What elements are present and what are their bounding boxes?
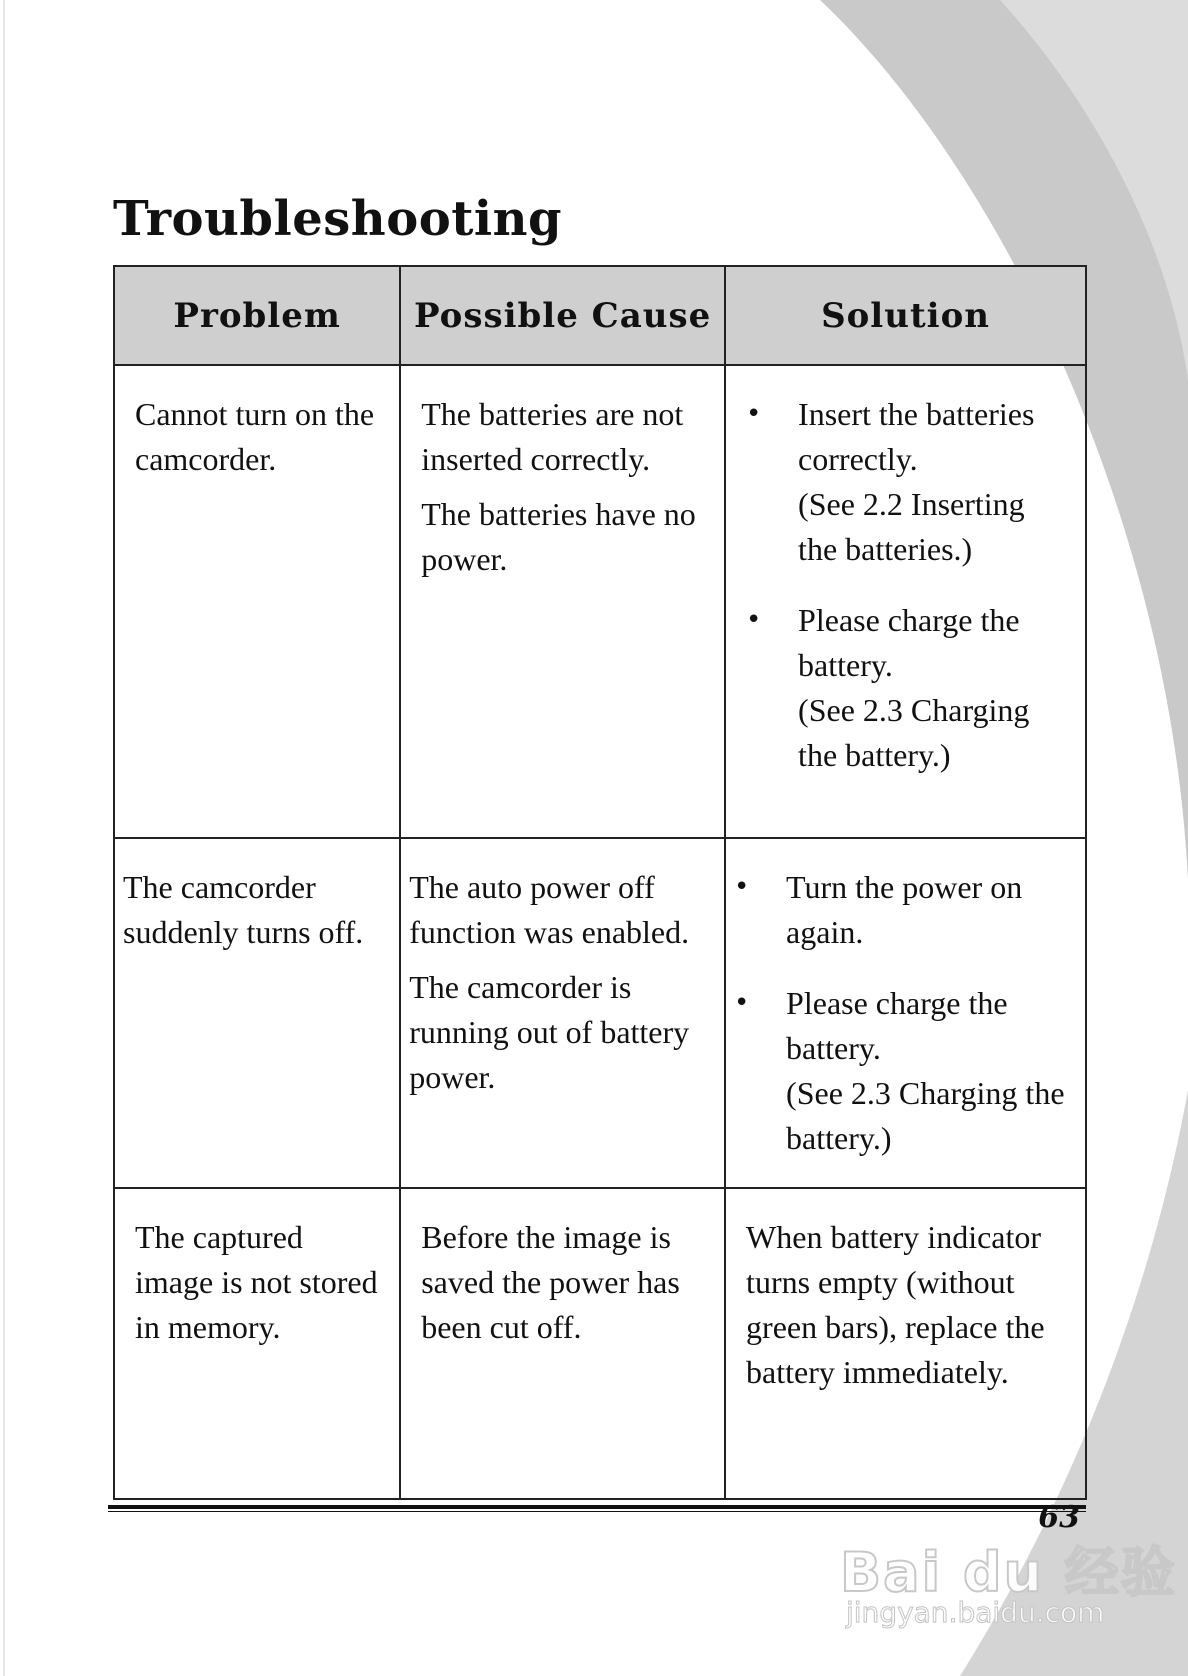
cause-cell (400, 1188, 725, 1499)
cause-text: The batteries have no power. (421, 496, 696, 577)
footer-rule (108, 1505, 1086, 1509)
problem-text: Cannot turn on the camcorder. (135, 396, 375, 477)
cause-cell (400, 838, 725, 1188)
cause-cell (400, 365, 725, 838)
watermark-logo: Bai du 经验 (840, 1541, 1177, 1604)
solution-item (746, 392, 1067, 572)
solution-ref: (See 2.2 Inserting the batteries.) (798, 486, 1025, 567)
troubleshooting-table (113, 265, 1087, 1500)
table-row (114, 365, 1086, 838)
solution-item (734, 981, 1067, 1161)
table-header-row (114, 266, 1086, 365)
problem-text: The camcorder suddenly turns off. (123, 869, 364, 950)
header-problem: Problem (114, 266, 400, 365)
problem-cell (114, 365, 400, 838)
problem-text: The captured image is not stored in memory. (135, 1219, 378, 1345)
problem-cell (114, 1188, 400, 1499)
solution-text: Please charge the battery. (798, 602, 1020, 683)
cause-text: The auto power off function was enabled. (409, 869, 690, 950)
solution-cell (725, 365, 1086, 838)
cause-text: The batteries are not inserted correctly. (421, 396, 684, 477)
table-row (114, 838, 1086, 1188)
cause-text: The camcorder is running out of battery power. (409, 969, 690, 1095)
solution-item (746, 598, 1067, 778)
solution-list (734, 865, 1067, 1161)
solution-text: Insert the batteries correctly. (798, 396, 1035, 477)
cause-text: Before the image is saved the power has been cut off. (421, 1219, 680, 1345)
solution-text: Turn the power on again. (786, 869, 1023, 950)
solution-text: When battery indicator turns empty (without green bars), replace the battery immediately. (746, 1219, 1045, 1390)
problem-cell (114, 838, 400, 1188)
header-possible-cause: Possible Cause (400, 266, 725, 365)
solution-cell (725, 838, 1086, 1188)
page-number: 63 (1038, 1500, 1080, 1535)
watermark-url: jingyan.baidu.com (846, 1596, 1105, 1629)
header-solution: Solution (725, 266, 1086, 365)
solution-cell (725, 1188, 1086, 1499)
solution-text: Please charge the battery. (786, 985, 1008, 1066)
table-row (114, 1188, 1086, 1499)
solution-ref: (See 2.3 Charging the battery.) (798, 692, 1030, 773)
footer-rule-thin (108, 1511, 1086, 1512)
page-title: Troubleshooting (113, 191, 563, 247)
solution-list (746, 392, 1067, 778)
solution-ref: (See 2.3 Charging the battery.) (786, 1075, 1065, 1156)
solution-item (734, 865, 1067, 955)
